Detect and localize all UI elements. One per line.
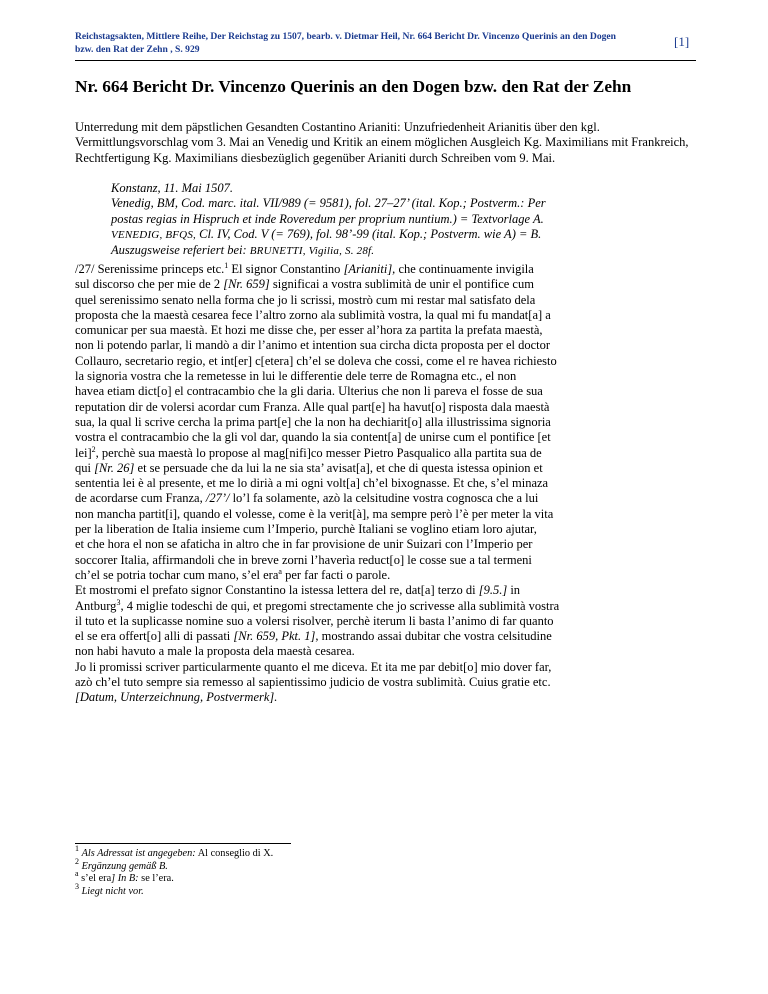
footnote-ref[interactable]: 1	[224, 261, 229, 270]
body-line: de acordarse cum Franza, /27’/ lo’l fa solamente, azò la celsitudine vostra cognosca che a lui	[75, 491, 539, 506]
body-line: non mancha partit[i], quando el volesse, come è la verit[à], ma sempre però l’è per meter la vita	[75, 506, 554, 521]
body-line: Antburg$^3$, 4 miglie todeschi de qui, et pregomi strectamente che jo scrivesse alla sublimità vostra	[75, 597, 560, 613]
footnote: $^a$ s’el era] In B: se l’era.	[75, 869, 174, 884]
footnote-ref[interactable]: a	[278, 566, 282, 576]
body-line: el se era offert[o] alli di passati [Nr. 659, Pkt. 1], mostrando assai dubitar che vostra celsitudine	[75, 629, 552, 644]
body-line: soccorer Italia, affirmandoli che in breve zorni l’haverìa reduct[o] le cosse sue a tal termeni	[75, 552, 532, 567]
body-line: reputation dir de volersi acordar cum Franza. Alle qual part[e] ha havut[o] risposta dala maestà	[75, 399, 550, 414]
body-line: Jo li promissi scriver particularmente quanto el me diceva. Et ita me par debit[o] mio dover far,	[75, 659, 552, 674]
body-line: comunicar per sua maestà. Et hozi me disse che, per esser al’hora za partita la prefata maestà,	[75, 323, 543, 338]
body-line: et che hora el non se afaticha in altro che in far provisione de unir Suizari con l’Imperio per	[75, 537, 533, 552]
footnotes	[75, 844, 675, 898]
cross-reference[interactable]: [Nr. 659, Pkt. 1]	[233, 629, 316, 644]
running-header	[75, 30, 635, 56]
body-line: non habi havuto a male la proposta dela maestà cesarea.	[75, 644, 355, 659]
body-line: Collauro, secretario regio, et int[er] c[etera] ch’el se doleva che cossi, come el re havea richiesto	[75, 353, 557, 368]
body-line: il tuto et la suplicasse nomine suo a volersi risolver, perchè iterum li basta l’animo di far quanto	[75, 613, 554, 628]
header-rule	[75, 60, 696, 61]
body-line: /27/ Serenissime princeps etc.$^1$ El signor Constantino [Arianiti], che continuamente invigila	[75, 261, 534, 276]
body-line: sententia lei è al presente, et me lo dirià a mi ogni volt[a] ch’el bixognasse. Et che, s’el minaza	[75, 476, 549, 491]
footnote-ref[interactable]: 3	[116, 597, 121, 607]
running-title: Reichstagsakten, Mittlere Reihe, Der Reichstag zu 1507, bearb. v. Dietmar Heil, Nr. 664 Bericht Dr. Vincenzo Querinis an den Dogen bzw. den Rat der Zehn , S. 929	[75, 31, 617, 55]
page-number: [1]	[674, 34, 690, 49]
body-line: ch’el se potria tochar cum mano, s’el era$^a$ per far facti o parole.	[75, 566, 391, 582]
folio-marker: /27’/	[205, 491, 230, 506]
cross-reference[interactable]: [Nr. 659]	[223, 277, 270, 292]
place-date: Konstanz, 11. Mai 1507.	[111, 181, 233, 195]
date-reference: [9.5.]	[478, 583, 508, 598]
footnote-rule	[75, 843, 291, 844]
document-body	[75, 262, 700, 706]
source-a-line-2: postas regias in Hispruch et inde Roveredum per proprium nuntium.) = Textvorlage A.	[111, 211, 544, 226]
body-line: [Datum, Unterzeichnung, Postvermerk].	[75, 690, 278, 705]
body-line: per la liberation de Italia insieme cum l’Imperio, purchè Italiani se voglino etiam loro ajutar,	[75, 522, 537, 537]
regest-reference	[111, 243, 701, 259]
footnote: $^3$ Liegt nicht vor.	[75, 881, 144, 897]
footnote: $^2$ Ergänzung gemäß B.	[75, 856, 168, 872]
body-line: Et mostromi el prefato signor Constantino la istessa lettera del re, dat[a] terzo di [9.5.] in	[75, 583, 521, 598]
regest-label: Auszugsweise referiert bei:	[111, 243, 250, 258]
regest-citation: BRUNETTI, Vigilia, S. 28f.	[249, 245, 375, 258]
source-b-archive: VENEDIG, BFQS,	[111, 228, 196, 241]
body-line: havea etiam dict[o] el contracambio che la gli daria. Ulterius che non li pareva el fosse de sua	[75, 384, 543, 399]
source-b	[111, 227, 701, 243]
document-summary: Unterredung mit dem päpstlichen Gesandten Costantino Arianiti: Unzufriedenheit Arianitis über den kgl. Vermittlungsvorschlag vom 3. Mai an Venedig und Kritik an einem möglichen Ausgleich Kg. Maximilians mit Frankreich, Rechtfertigung Kg. Maximilians diesbezüglich gegenüber Arianiti durch Schreiben vom 9. Mai.	[75, 120, 689, 165]
source-b-detail: Cl. IV, Cod. V (= 769), fol. 98’-99 (ital. Kop.; Postverm. wie A) = B.	[195, 226, 542, 241]
body-line: azò ch’el tuto sempre sia remesso al sapientissimo judicio de vostra sublimità. Cuius gratie etc.	[75, 675, 551, 690]
body-line: qui [Nr. 26] et se persuade che da lui la ne sia sta’ avisat[a], et che di questa istessa opinion et	[75, 460, 543, 475]
body-line: vostra el contracambio che la gli vol dar, quando la sia content[a] de unirse cum el pontifice [et	[75, 430, 551, 445]
body-line: sua, la qual li scrive cercha la prima part[e] che la non ha dechiarit[o] alla illustrissima signoria	[75, 414, 551, 429]
footnote-ref[interactable]: 2	[91, 444, 96, 454]
footnote: $^1$ Als Adressat ist angegeben: Al conseglio di X.	[75, 844, 274, 859]
body-line: lei]$^2$, perchè sua maestà lo propose al mag[nifi]co messer Pietro Pasqualico alla partita sua de	[75, 444, 542, 460]
body-line: non li potendo parlar, li mandò a dir l’animo et intention sua circha dicta proposta per el doctor	[75, 338, 551, 353]
body-line: la signoria vostra che la remetesse in lui le differentie dele terre de Romagna etc., el non	[75, 369, 517, 384]
cross-reference[interactable]: [Nr. 26]	[94, 460, 135, 475]
source-a-line-1: Venedig, BM, Cod. marc. ital. VII/989 (= 9581), fol. 27–27’ (ital. Kop.; Postverm.: Per	[111, 196, 546, 211]
body-line: proposta che la maestà cesarea fece l’altro zorno ala sublimità vostra, la qual mi fu mandat[a] a	[75, 307, 551, 322]
source-metadata	[111, 181, 701, 259]
document-title: Nr. 664 Bericht Dr. Vincenzo Querinis an den Dogen bzw. den Rat der Zehn	[75, 77, 632, 96]
body-line: sul discorso che per mie de 2 [Nr. 659] significai a vostra sublimità de unir el pontifice cum	[75, 277, 534, 292]
body-line: quel serenissimo senato nella forma che jo li scrissi, mostrò cum mi restar mal satisfato dela	[75, 292, 536, 307]
